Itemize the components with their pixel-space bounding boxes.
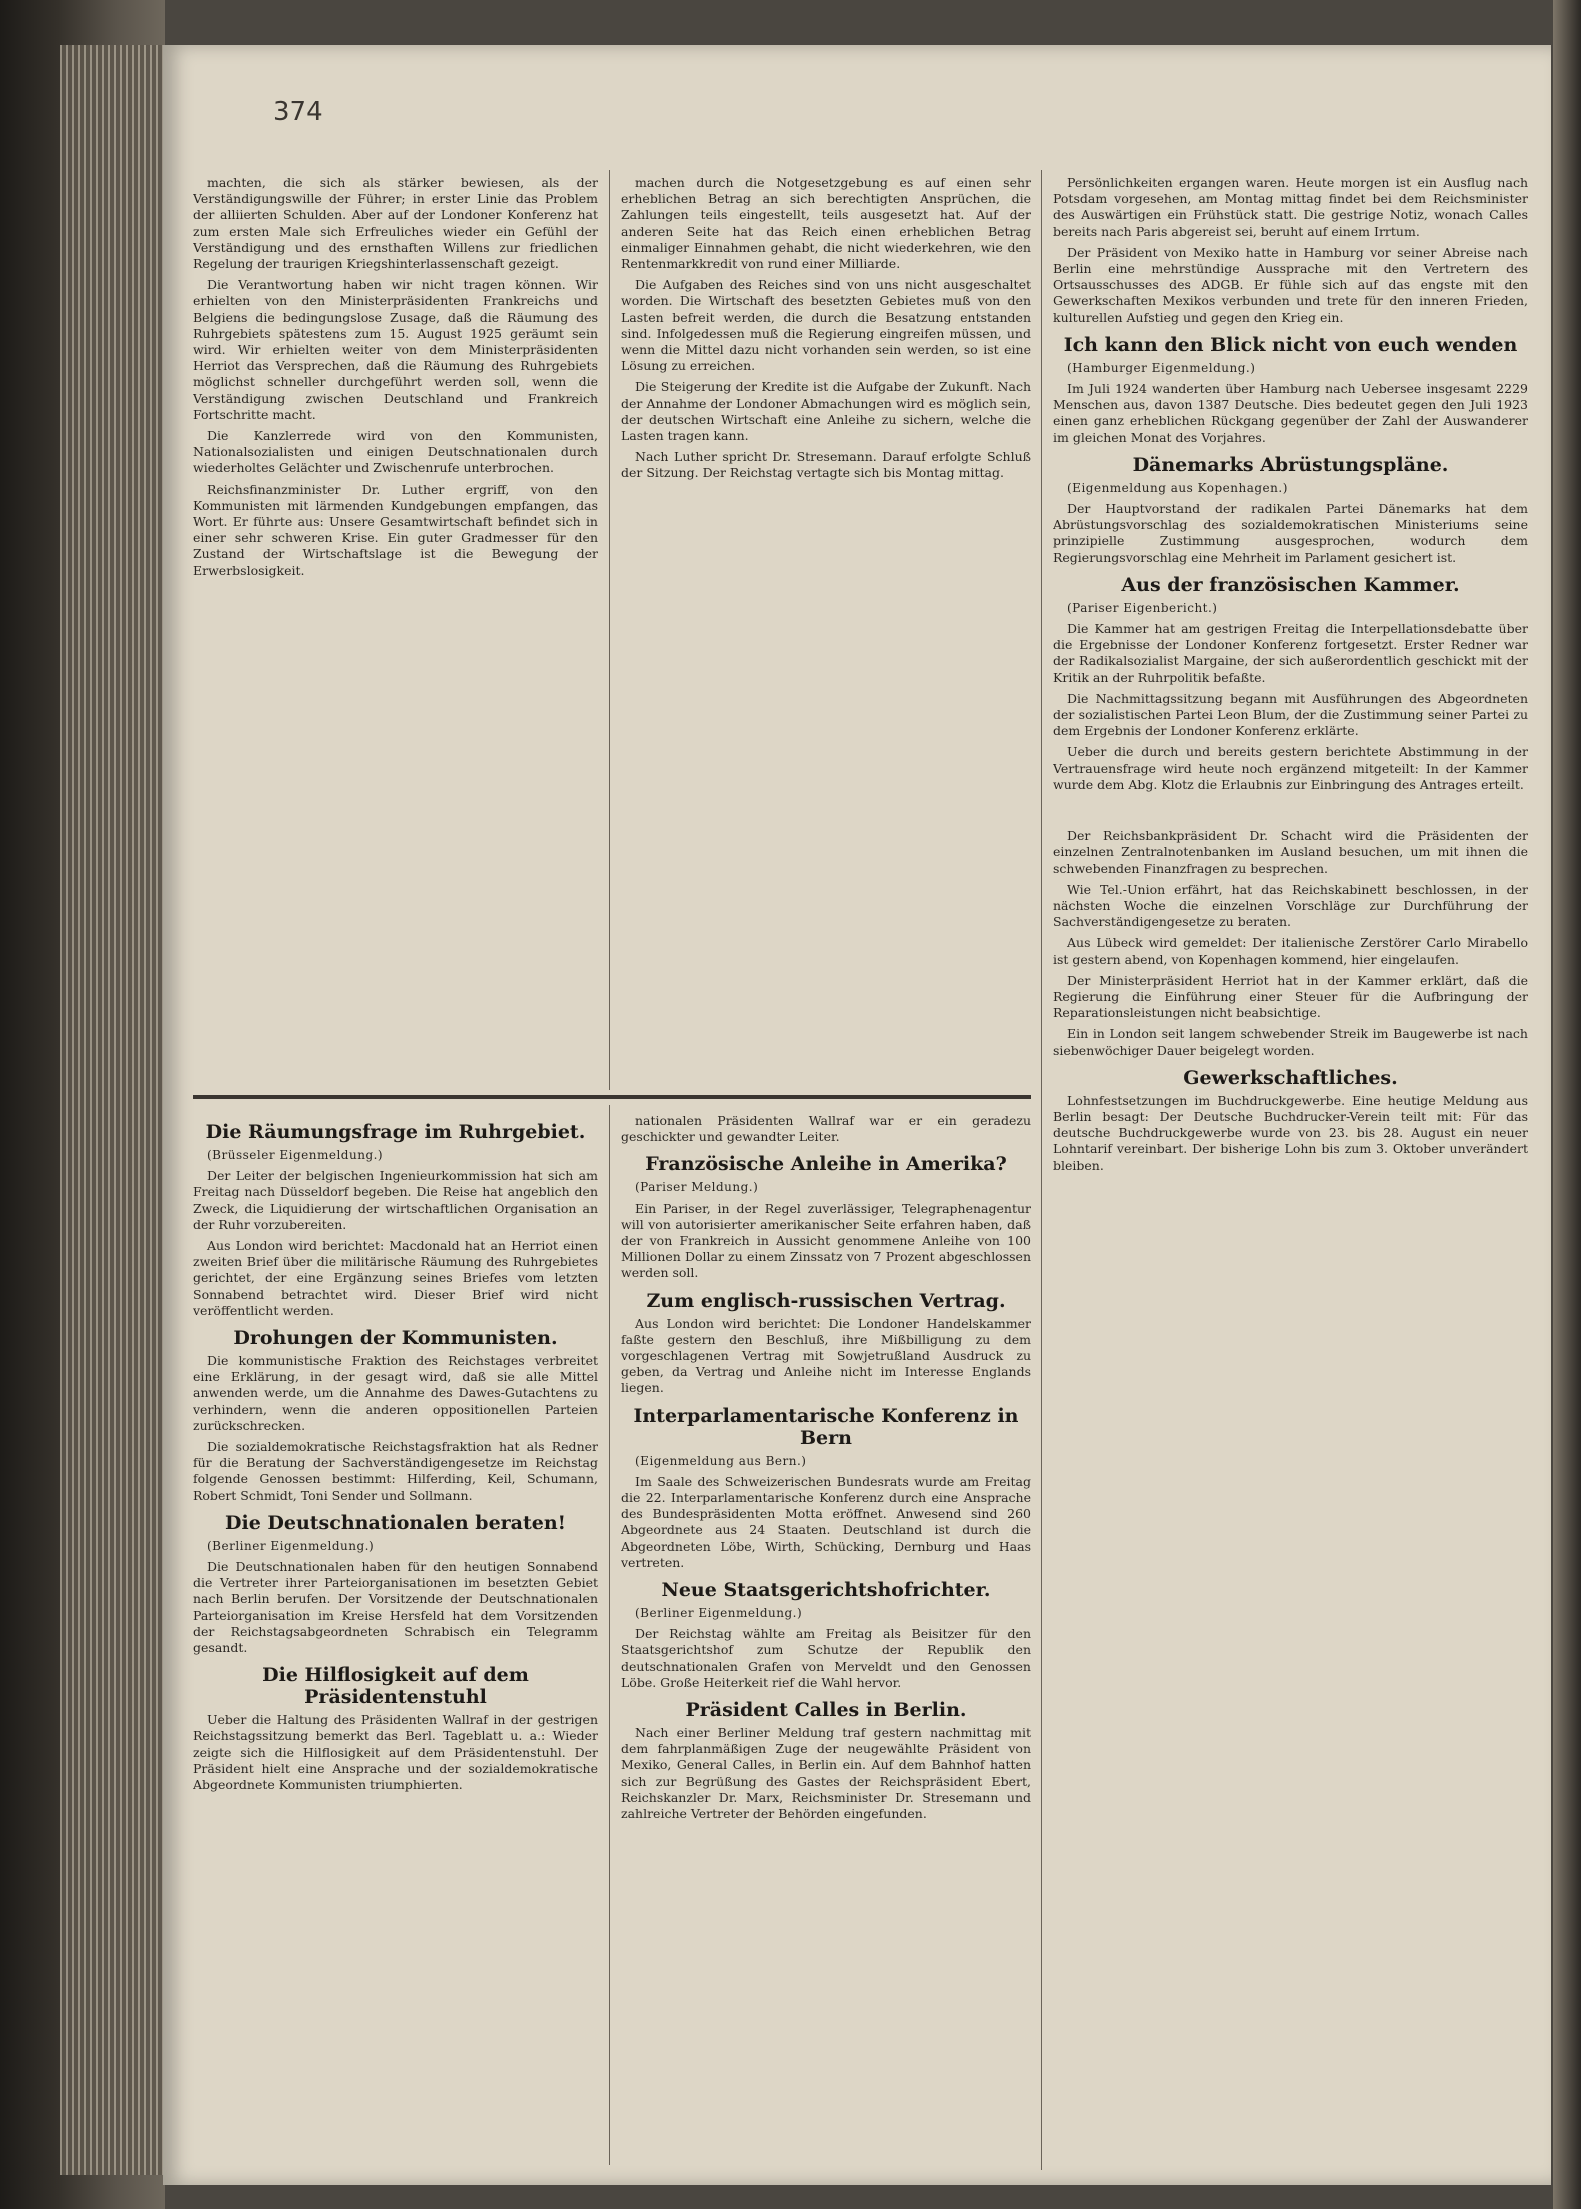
paragraph: Reichsfinanzminister Dr. Luther ergriff, von den Kommunisten mit lärmenden Kundgebungen empfangen, das Wort. Er führte aus: Unsere Gesamtwirtschaft befindet sich in einer sehr schweren Krise. Ein guter Gradmesser für den Zustand der Wirtschaftslage ist die Bewegung der Erwerbslosigkeit. <box>193 481 598 578</box>
paragraph: Der Präsident von Mexiko hatte in Hamburg vor seiner Abreise nach Berlin eine mehrstündige Aussprache mit den Vertretern des Ortsausschusses des ADGB. Er fühle sich auf das engste mit den Gewerkschaften Mexikos verbunden und trete für den inneren Frieden, kulturellen Aufstieg und gegen den Krieg ein. <box>1053 244 1528 325</box>
paragraph: Der Leiter der belgischen Ingenieurkommission hat sich am Freitag nach Düsseldorf begeben. Die Reise hat angeblich den Zweck, die Liquidierung der wirtschaftlichen Organisation an der Ruhr vorzubereiten. <box>193 1168 598 1232</box>
paragraph: Der Reichsbankpräsident Dr. Schacht wird die Präsidenten der einzelnen Zentralnotenbanken im Ausland besuchen, um mit ihnen die schwebenden Finanzfragen zu besprechen. <box>1053 828 1528 876</box>
binding-edge <box>1553 0 1581 2209</box>
paragraph: machen durch die Notgesetzgebung es auf einen sehr erheblichen Betrag an sich berechtigten Ansprüchen, die Zahlungen teils eingestellt, teils ausgesetzt hat. Auf der anderen Seite hat das Reich einen erheblichen Betrag einmaliger Einnahmen gehabt, die nicht wiederkehren, wie den Rentenmarkkredit von rund einer Milliarde. <box>621 175 1031 272</box>
paragraph: nationalen Präsidenten Wallraf war er ein geradezu geschickter und gewandter Leiter. <box>621 1113 1031 1145</box>
column-rule <box>609 170 610 1090</box>
headline-ruhr: Die Räumungsfrage im Ruhrgebiet. <box>205 1121 586 1143</box>
paragraph: Die kommunistische Fraktion des Reichstages verbreitet eine Erklärung, in der gesagt wird, daß sie alle Mittel anwenden werde, um die Annahme des Dawes-Gutachtens zu verhindern, wenn die anderen oppositionellen Parteien zurückschrecken. <box>193 1353 598 1433</box>
lower-column-2 <box>621 1113 1031 2153</box>
paragraph: Die Nachmittagssitzung begann mit Ausführungen des Abgeordneten der sozialistischen Partei Leon Blum, der die Zustimmung seiner Partei zu dem Ergebnis der Londoner Konferenz erklärte. <box>1053 690 1528 739</box>
paragraph: Aus London wird berichtet: Macdonald hat an Herriot einen zweiten Brief über die militärische Räumung des Ruhrgebietes gerichtet, der eine Ergänzung seines Briefes vom letzten Sonnabend betrachtet wird. Dieser Brief wird nicht veröffentlicht werden. <box>193 1238 598 1318</box>
paragraph: Aus Lübeck wird gemeldet: Der italienische Zerstörer Carlo Mirabello ist gestern abend, von Kopenhagen kommend, hier eingelaufen. <box>1053 935 1528 967</box>
lower-column-1 <box>193 1113 598 2153</box>
page-number: 374 <box>273 97 323 127</box>
dateline: (Pariser Eigenbericht.) <box>1067 600 1218 615</box>
upper-column-2 <box>621 175 1031 1085</box>
dateline: (Eigenmeldung aus Bern.) <box>635 1453 807 1468</box>
paragraph: Der Hauptvorstand der radikalen Partei Dänemarks hat dem Abrüstungsvorschlag des sozialdemokratischen Ministeriums seine prinzipielle Zustimmung ausgesprochen, wodurch dem Regierungsvorschlag eine Mehrheit im Parlament gesichert ist. <box>1053 501 1528 565</box>
page-edges <box>60 45 165 2175</box>
paragraph: Lohnfestsetzungen im Buchdruckgewerbe. Eine heutige Meldung aus Berlin besagt: Der Deutsche Buchdrucker-Verein teilt mit: Für das deutsche Buchdruckgewerbe wurde von 23. bis 28. August ein neuer Lohntarif vereinbart. Der bisherige Lohn bis zum 3. Oktober unverändert bleiben. <box>1053 1092 1528 1173</box>
headline-franz-kammer: Aus der französischen Kammer. <box>1121 573 1460 596</box>
column-rule <box>1041 170 1042 2170</box>
headline-gewerkschaft: Gewerkschaftliches. <box>1183 1066 1398 1089</box>
headline-anleihe: Französische Anleihe in Amerika? <box>645 1153 1007 1176</box>
column-rule <box>609 1105 610 2165</box>
paragraph: Die sozialdemokratische Reichstagsfraktion hat als Redner für die Beratung der Sachverständigengesetze im Reichstag folgende Genossen bestimmt: Hilferding, Keil, Schumann, Robert Schmidt, Toni Sender und Sollmann. <box>193 1439 598 1503</box>
dateline: (Brüsseler Eigenmeldung.) <box>207 1148 384 1162</box>
dateline: (Pariser Meldung.) <box>635 1180 759 1195</box>
dateline: (Berliner Eigenmeldung.) <box>635 1606 803 1621</box>
paragraph: Nach einer Berliner Meldung traf gestern nachmittag mit dem fahrplanmäßigen Zuge der neugewählte Präsident von Mexiko, General Calles, in Berlin ein. Auf dem Bahnhof hatten sich zur Begrüßung des Gastes der Reichspräsident Ebert, Reichskanzler Dr. Marx, Reichsminister Dr. Stresemann und zahlreiche Vertreter der Behörden eingefunden. <box>621 1725 1031 1822</box>
dateline: (Eigenmeldung aus Kopenhagen.) <box>1067 480 1288 495</box>
paragraph: Die Kammer hat am gestrigen Freitag die Interpellationsdebatte über die Ergebnisse der Londoner Konferenz fortgesetzt. Erster Redner war der Radikalsozialist Margaine, der sich außerordentlich geschickt mit der Kritik an der Ruhrpolitik befaßte. <box>1053 621 1528 685</box>
paragraph: Ein Pariser, in der Regel zuverlässiger, Telegraphenagentur will von autorisierter amerikanischer Seite erfahren haben, daß der von Frankreich in Aussicht genommene Anleihe von 100 Millionen Dollar zu einem Zinssatz von 7 Prozent abgeschlossen werden soll. <box>621 1200 1031 1281</box>
paragraph: Die Aufgaben des Reiches sind von uns nicht ausgeschaltet worden. Die Wirtschaft des besetzten Gebietes muß von den Lasten befreit werden, die durch die Besatzung entstanden sind. Infolgedessen muß die Regierung eingreifen müssen, und wenn die Mittel dazu nicht vorhanden sein werden, so ist eine Lösung zu erreichen. <box>621 277 1031 374</box>
headline-calles: Präsident Calles in Berlin. <box>685 1699 967 1722</box>
paragraph: Ueber die durch und bereits gestern berichtete Abstimmung in der Vertrauensfrage wird heute noch ergänzend mitgeteilt: In der Kammer wurde dem Abg. Klotz die Erlaubnis zur Einbringung des Antrages erteilt. <box>1053 744 1528 792</box>
paragraph: Der Ministerpräsident Herriot hat in der Kammer erklärt, daß die Regierung die Einführung einer Steuer für die Aufbringung der Reparationsleistungen nicht beabsichtige. <box>1053 972 1528 1021</box>
headline-kommunisten: Drohungen der Kommunisten. <box>233 1327 558 1350</box>
headline-staatsgericht: Neue Staatsgerichtshofrichter. <box>661 1579 991 1602</box>
dateline: (Hamburger Eigenmeldung.) <box>1067 360 1256 375</box>
paragraph: Aus London wird berichtet: Die Londoner Handelskammer faßte gestern den Beschluß, ihre Mißbilligung zu dem vorgeschlagenen Vertrag mit Sowjetrußland Ausdruck zu geben, da Vertrag und Anleihe nicht im Interesse Englands liegen. <box>621 1315 1031 1396</box>
paragraph: Der Reichstag wählte am Freitag als Beisitzer für den Staatsgerichtshof zum Schutze der Republik den deutschnationalen Grafen von Merveldt und den Genossen Löbe. Große Heiterkeit rief die Wahl hervor. <box>621 1626 1031 1690</box>
paragraph: Wie Tel.-Union erfährt, hat das Reichskabinett beschlossen, in der nächsten Woche die einzelnen Vorschläge zur Durchführung der Sachverständigengesetze zu beraten. <box>1053 881 1528 930</box>
headline-deutschnationale: Die Deutschnationalen beraten! <box>225 1511 566 1534</box>
paragraph: Nach Luther spricht Dr. Stresemann. Darauf erfolgte Schluß der Sitzung. Der Reichstag vertagte sich bis Montag mittag. <box>621 449 1031 481</box>
headline-bern: Interparlamentarische Konferenz in Bern <box>633 1404 1019 1449</box>
paragraph: Die Kanzlerrede wird von den Kommunisten, Nationalsozialisten und einigen Deutschnationalen durch wiederholtes Gelächter und Zwischenrufe unterbrochen. <box>193 428 598 476</box>
paragraph: Die Deutschnationalen haben für den heutigen Sonnabend die Vertreter ihrer Parteiorganisationen im besetzten Gebiet nach Berlin berufen. Der Vorsitzende der Deutschnationalen Parteiorganisation im Kreise Hersfeld hat dem Vorsitzenden der Reichstagsabgeordneten Schrabisch ein Telegramm gesandt. <box>193 1559 598 1656</box>
dateline: (Berliner Eigenmeldung.) <box>207 1538 375 1553</box>
paragraph: Die Steigerung der Kredite ist die Aufgabe der Zukunft. Nach der Annahme der Londoner Abmachungen wird es möglich sein, der deutschen Wirtschaft eine Anleihe zu sichern, welche die Lasten tragen kann. <box>621 379 1031 444</box>
section-divider <box>193 1095 1031 1099</box>
right-column-upper <box>1053 175 1528 2095</box>
newspaper-page <box>163 45 1551 2185</box>
headline-blick: Ich kann den Blick nicht von euch wenden <box>1063 333 1518 356</box>
paragraph: machten, die sich als stärker bewiesen, als der Verständigungswille der Führer; in erster Linie das Problem der alliierten Schulden. Aber auf der Londoner Konferenz hat zum ersten Male sich Erfreuliches wieder ein Gefühl der Verständigung und des ernsthaften Willens zur friedlichen Regelung der traurigen Kriegshinterlassenschaft gezeigt. <box>193 175 598 272</box>
paragraph: Im Saale des Schweizerischen Bundesrats wurde am Freitag die 22. Interparlamentarische Konferenz durch eine Ansprache des Bundespräsidenten Motta eröffnet. Anwesend sind 260 Abgeordnete aus 24 Staaten. Deutschland ist durch die Abgeordneten Löbe, Wirth, Schücking, Dernburg und Haas vertreten. <box>621 1473 1031 1570</box>
paragraph: Ueber die Haltung des Präsidenten Wallraf in der gestrigen Reichstagssitzung bemerkt das Berl. Tageblatt u. a.: Wieder zeigte sich die Hilflosigkeit auf dem Präsidentenstuhl. Der Präsident hielt eine Ansprache und der sozialdemokratische Abgeordnete Kommunisten triumphierten. <box>193 1712 598 1793</box>
headline-daenemark: Dänemarks Abrüstungspläne. <box>1132 453 1449 476</box>
paragraph: Persönlichkeiten ergangen waren. Heute morgen ist ein Ausflug nach Potsdam vorgesehen, am Montag mittag findet bei dem Reichsminister des Auswärtigen ein Frühstück statt. Die gestrige Notiz, wonach Calles bereits nach Paris abgereist sei, beruht auf einem Irrtum. <box>1053 175 1528 239</box>
upper-column-1 <box>193 175 598 1085</box>
paragraph: Ein in London seit langem schwebender Streik im Baugewerbe ist nach siebenwöchiger Dauer beigelegt worden. <box>1053 1026 1528 1058</box>
headline-vertrag: Zum englisch-russischen Vertrag. <box>646 1289 1006 1312</box>
paragraph: Im Juli 1924 wanderten über Hamburg nach Uebersee insgesamt 2229 Menschen aus, davon 1387 Deutsche. Dies bedeutet gegen den Juli 1923 einen ganz erheblichen Rückgang gegenüber der Zahl der Auswanderer im gleichen Monat des Vorjahres. <box>1053 381 1528 445</box>
paragraph: Die Verantwortung haben wir nicht tragen können. Wir erhielten von den Ministerpräsidenten Frankreichs und Belgiens die bedingungslose Zusage, daß die Räumung des Ruhrgebiets spätestens zum 15. August 1925 geräumt sein wird. Wir erhielten weiter von dem Ministerpräsidenten Herriot das Versprechen, daß die Räumung des Ruhrgebiets möglichst schneller durchgeführt werden soll, wenn die Verständigung zwischen Deutschland und Frankreich Fortschritte macht. <box>193 277 598 422</box>
headline-hilflosigkeit: Die Hilflosigkeit auf dem Präsidentenstuhl <box>262 1664 529 1709</box>
